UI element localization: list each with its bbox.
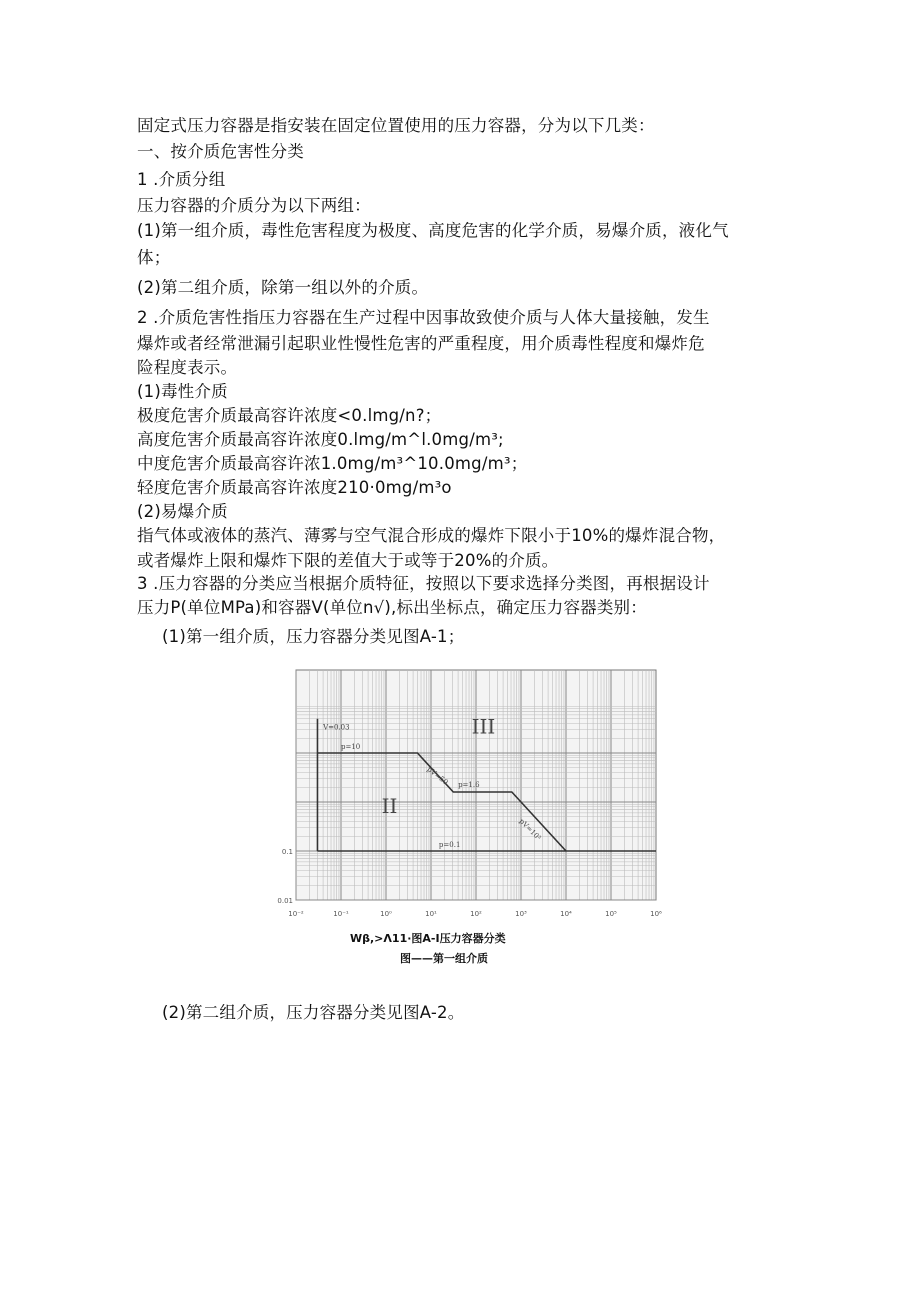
paragraph-line: 1 .介质分组 — [137, 170, 226, 189]
paragraph-line: 3 .压力容器的分类应当根据介质特征，按照以下要求选择分类图，再根据设计 — [137, 574, 710, 593]
curve-label: p=10 — [341, 743, 361, 752]
figure-caption: Wβ,>Λ11·图A-I压力容器分类 — [350, 932, 506, 945]
curve-label: p=1.6 — [458, 781, 480, 790]
paragraph-line: 险程度表示。 — [137, 358, 238, 377]
y-tick-label: 0.1 — [281, 848, 293, 856]
paragraph-line: 固定式压力容器是指安装在固定位置使用的压力容器，分为以下几类： — [137, 116, 655, 135]
x-tick-label: 10⁻² — [288, 910, 304, 918]
region-label: III — [471, 714, 496, 739]
x-tick-label: 10⁵ — [605, 910, 617, 918]
x-tick-label: 10⁰ — [380, 910, 392, 918]
paragraph-line: (2)易爆介质 — [137, 502, 228, 521]
figure-subcaption: 图——第一组介质 — [400, 952, 488, 965]
paragraph-line: 体； — [137, 248, 171, 267]
x-tick-label: 10⁻¹ — [333, 910, 349, 918]
paragraph-line: 压力容器的介质分为以下两组： — [137, 196, 371, 215]
paragraph-line: (1)毒性介质 — [137, 382, 228, 401]
pressure-vessel-classification-chart — [276, 666, 668, 928]
paragraph-line: 高度危害介质最高容许浓度0.lmg/m^l.0mg/m³; — [137, 430, 504, 449]
paragraph-line: (2)第二组介质，除第一组以外的介质。 — [137, 278, 429, 297]
x-tick-label: 10³ — [515, 910, 527, 918]
paragraph-line: (1)第一组介质，压力容器分类见图A-1； — [162, 627, 465, 646]
paragraph-line: 2 .介质危害性指压力容器在生产过程中因事故致使介质与人体大量接触，发生 — [137, 308, 710, 327]
region-label: II — [381, 793, 398, 818]
paragraph-line: 极度危害介质最高容许浓度<0.lmg/n?； — [137, 406, 442, 425]
paragraph-line: 爆炸或者经常泄漏引起职业性慢性危害的严重程度，用介质毒性程度和爆炸危 — [137, 334, 705, 353]
paragraph-line: (1)第一组介质，毒性危害程度为极度、高度危害的化学介质，易爆介质，液化气 — [137, 221, 729, 240]
paragraph-line: 指气体或液体的蒸汽、薄雾与空气混合形成的爆炸下限小于10%的爆炸混合物， — [137, 526, 726, 545]
paragraph-line: 中度危害介质最高容许浓1.0mg/m³^10.0mg/m³； — [137, 454, 528, 473]
x-tick-label: 10⁴ — [560, 910, 572, 918]
paragraph-line: (2)第二组介质，压力容器分类见图A-2。 — [162, 1003, 465, 1022]
x-tick-label: 10⁶ — [650, 910, 662, 918]
curve-label: p=0.1 — [438, 841, 461, 850]
curve-label: pV=50 — [425, 765, 450, 787]
x-tick-label: 10² — [470, 910, 482, 918]
curve-label: V=0.03 — [323, 723, 350, 732]
paragraph-line: 压力P(单位MPa)和容器V(单位n√),标出坐标点，确定压力容器类别： — [137, 598, 647, 617]
paragraph-line: 轻度危害介质最高容许浓度210·0mg/m³o — [137, 478, 452, 497]
curve-label: pV=10³ — [517, 817, 543, 843]
x-tick-label: 10¹ — [425, 910, 437, 918]
paragraph-line: 一、按介质危害性分类 — [137, 142, 304, 161]
y-tick-label: 0.01 — [277, 897, 293, 905]
paragraph-line: 或者爆炸上限和爆炸下限的差值大于或等于20%的介质。 — [137, 551, 559, 570]
